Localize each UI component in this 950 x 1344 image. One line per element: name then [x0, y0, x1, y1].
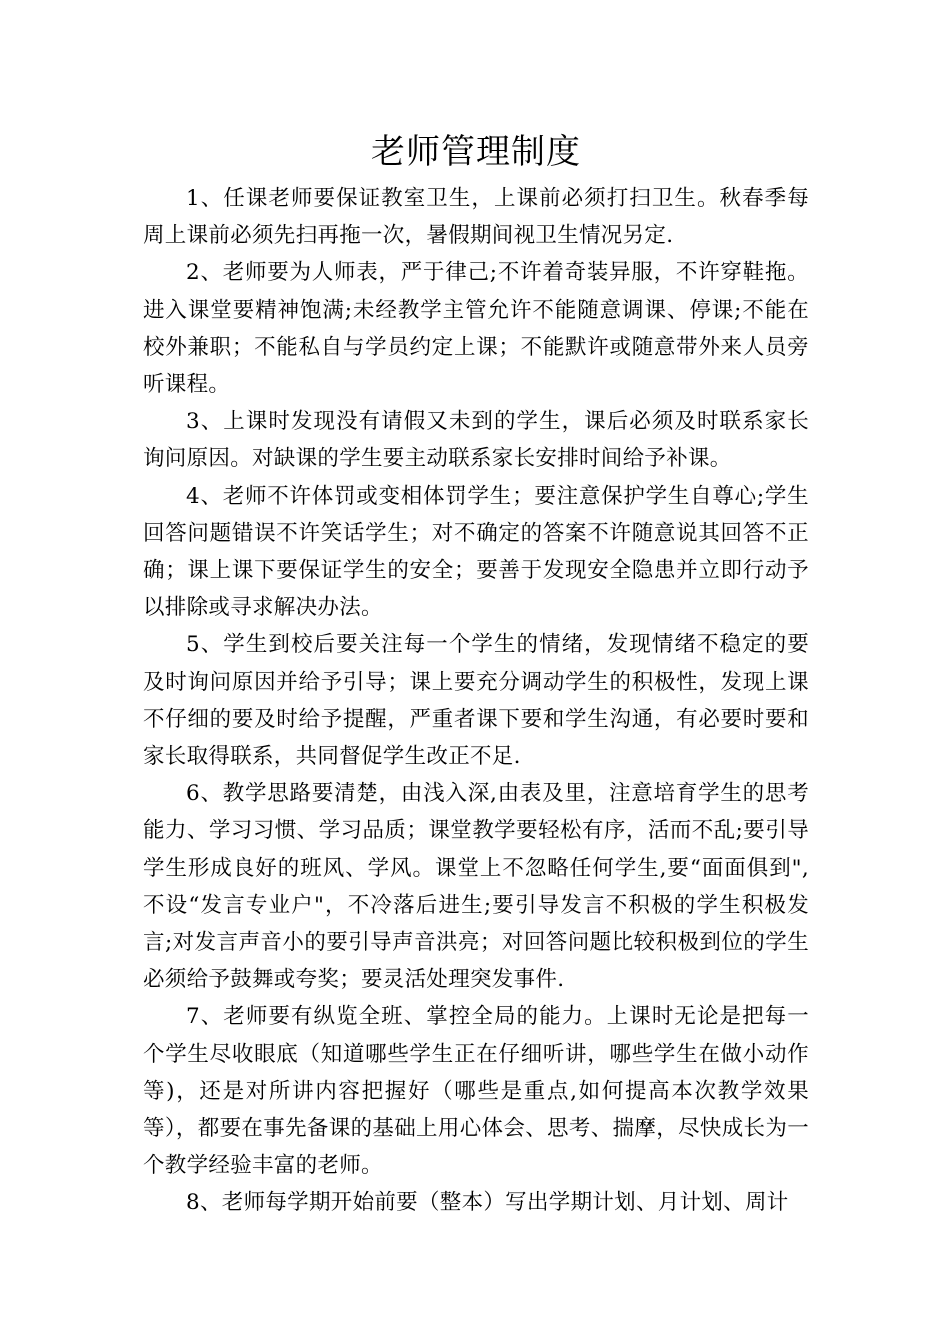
rule-paragraph-1: 1、任课老师要保证教室卫生，上课前必须打扫卫生。秋春季每周上课前必须先扫再拖一次，暑假期间视卫生情况另定. — [143, 186, 809, 249]
rule-paragraph-2: 2、老师要为人师表，严于律己;不许着奇装异服，不许穿鞋拖。进入课堂要精神饱满;未经教学主管允许不能随意调课、停课;不能在校外兼职；不能私自与学员约定上课；不能默许或随意带外来人员旁听课程。 — [143, 260, 809, 398]
page-title: 老师管理制度 — [371, 132, 581, 172]
rule-paragraph-6: 6、教学思路要清楚，由浅入深,由表及里，注意培育学生的思考能力、学习习惯、学习品质；课堂教学要轻松有序，活而不乱;要引导学生形成良好的班风、学风。课堂上不忽略任何学生,要“面面俱到",不设“发言专业户"，不冷落后进生;要引导发言不积极的学生积极发言;对发言声音小的要引导声音洪亮；对回答问题比较积极到位的学生必须给予鼓舞或夸奖；要灵活处理突发事件. — [143, 781, 809, 993]
rule-paragraph-4: 4、老师不许体罚或变相体罚学生；要注意保护学生自尊心;学生回答问题错误不许笑话学生；对不确定的答案不许随意说其回答不正确；课上课下要保证学生的安全；要善于发现安全隐患并立即行动予以排除或寻求解决办法。 — [143, 483, 809, 621]
document-page — [143, 124, 809, 1222]
rule-paragraph-8: 8、老师每学期开始前要（整本）写出学期计划、月计划、周计 — [186, 1190, 789, 1216]
rule-paragraph-3: 3、上课时发现没有请假又未到的学生，课后必须及时联系家长询问原因。对缺课的学生要主动联系家长安排时间给予补课。 — [143, 409, 809, 472]
rule-paragraph-5: 5、学生到校后要关注每一个学生的情绪，发现情绪不稳定的要及时询问原因并给予引导；课上要充分调动学生的积极性，发现上课不仔细的要及时给予提醒，严重者课下要和学生沟通，有必要时要和家长取得联系，共同督促学生改正不足. — [143, 632, 809, 770]
rule-paragraph-7: 7、老师要有纵览全班、掌控全局的能力。上课时无论是把每一个学生尽收眼底（知道哪些学生正在仔细听讲，哪些学生在做小动作等)，还是对所讲内容把握好（哪些是重点,如何提高本次教学效果等），都要在事先备课的基础上用心体会、思考、揣摩，尽快成长为一个教学经验丰富的老师。 — [143, 1004, 809, 1179]
